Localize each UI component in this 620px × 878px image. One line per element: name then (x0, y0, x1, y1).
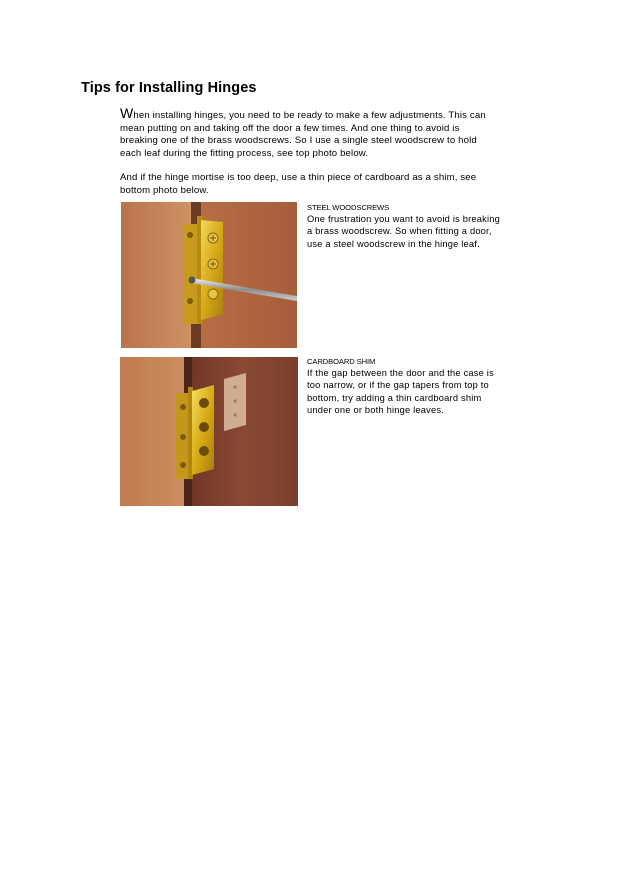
intro-paragraph-1 (120, 105, 500, 160)
page-title: Tips for Installing Hinges (81, 80, 257, 96)
intro-text (120, 105, 500, 209)
steel-woodscrew-photo (121, 202, 297, 348)
caption-text-cardboard-shim: If the gap between the door and the case is too narrow, or if the gap tapers from top to bottom, try adding a thin cardboard shim under one or both hinge leaves. (307, 368, 494, 416)
caption-title-cardboard-shim: CARDBOARD SHIM (307, 357, 376, 366)
caption-title-steel-woodscrews: STEEL WOODSCREWS (307, 203, 390, 212)
cardboard-shim-photo (120, 357, 298, 506)
drop-cap: W (120, 105, 134, 121)
intro-paragraph-2: And if the hinge mortise is too deep, use a thin piece of cardboard as a shim, see bottom photo below. (120, 172, 477, 196)
caption-text-steel-woodscrews: One frustration you want to avoid is breaking a brass woodscrew. So when fitting a door, use a steel woodscrew in the hinge leaf. (307, 214, 500, 249)
steel-woodscrew-caption (307, 203, 507, 250)
intro-paragraph-1-text: hen installing hinges, you need to be ready to make a few adjustments. This can mean putting on and taking off the door a few times. And one thing to avoid is breaking one of the brass woodscrews. So I use a single steel woodscrew to hold each leaf during the fitting process, see top photo below. (120, 110, 486, 159)
cardboard-shim-caption (307, 357, 507, 417)
